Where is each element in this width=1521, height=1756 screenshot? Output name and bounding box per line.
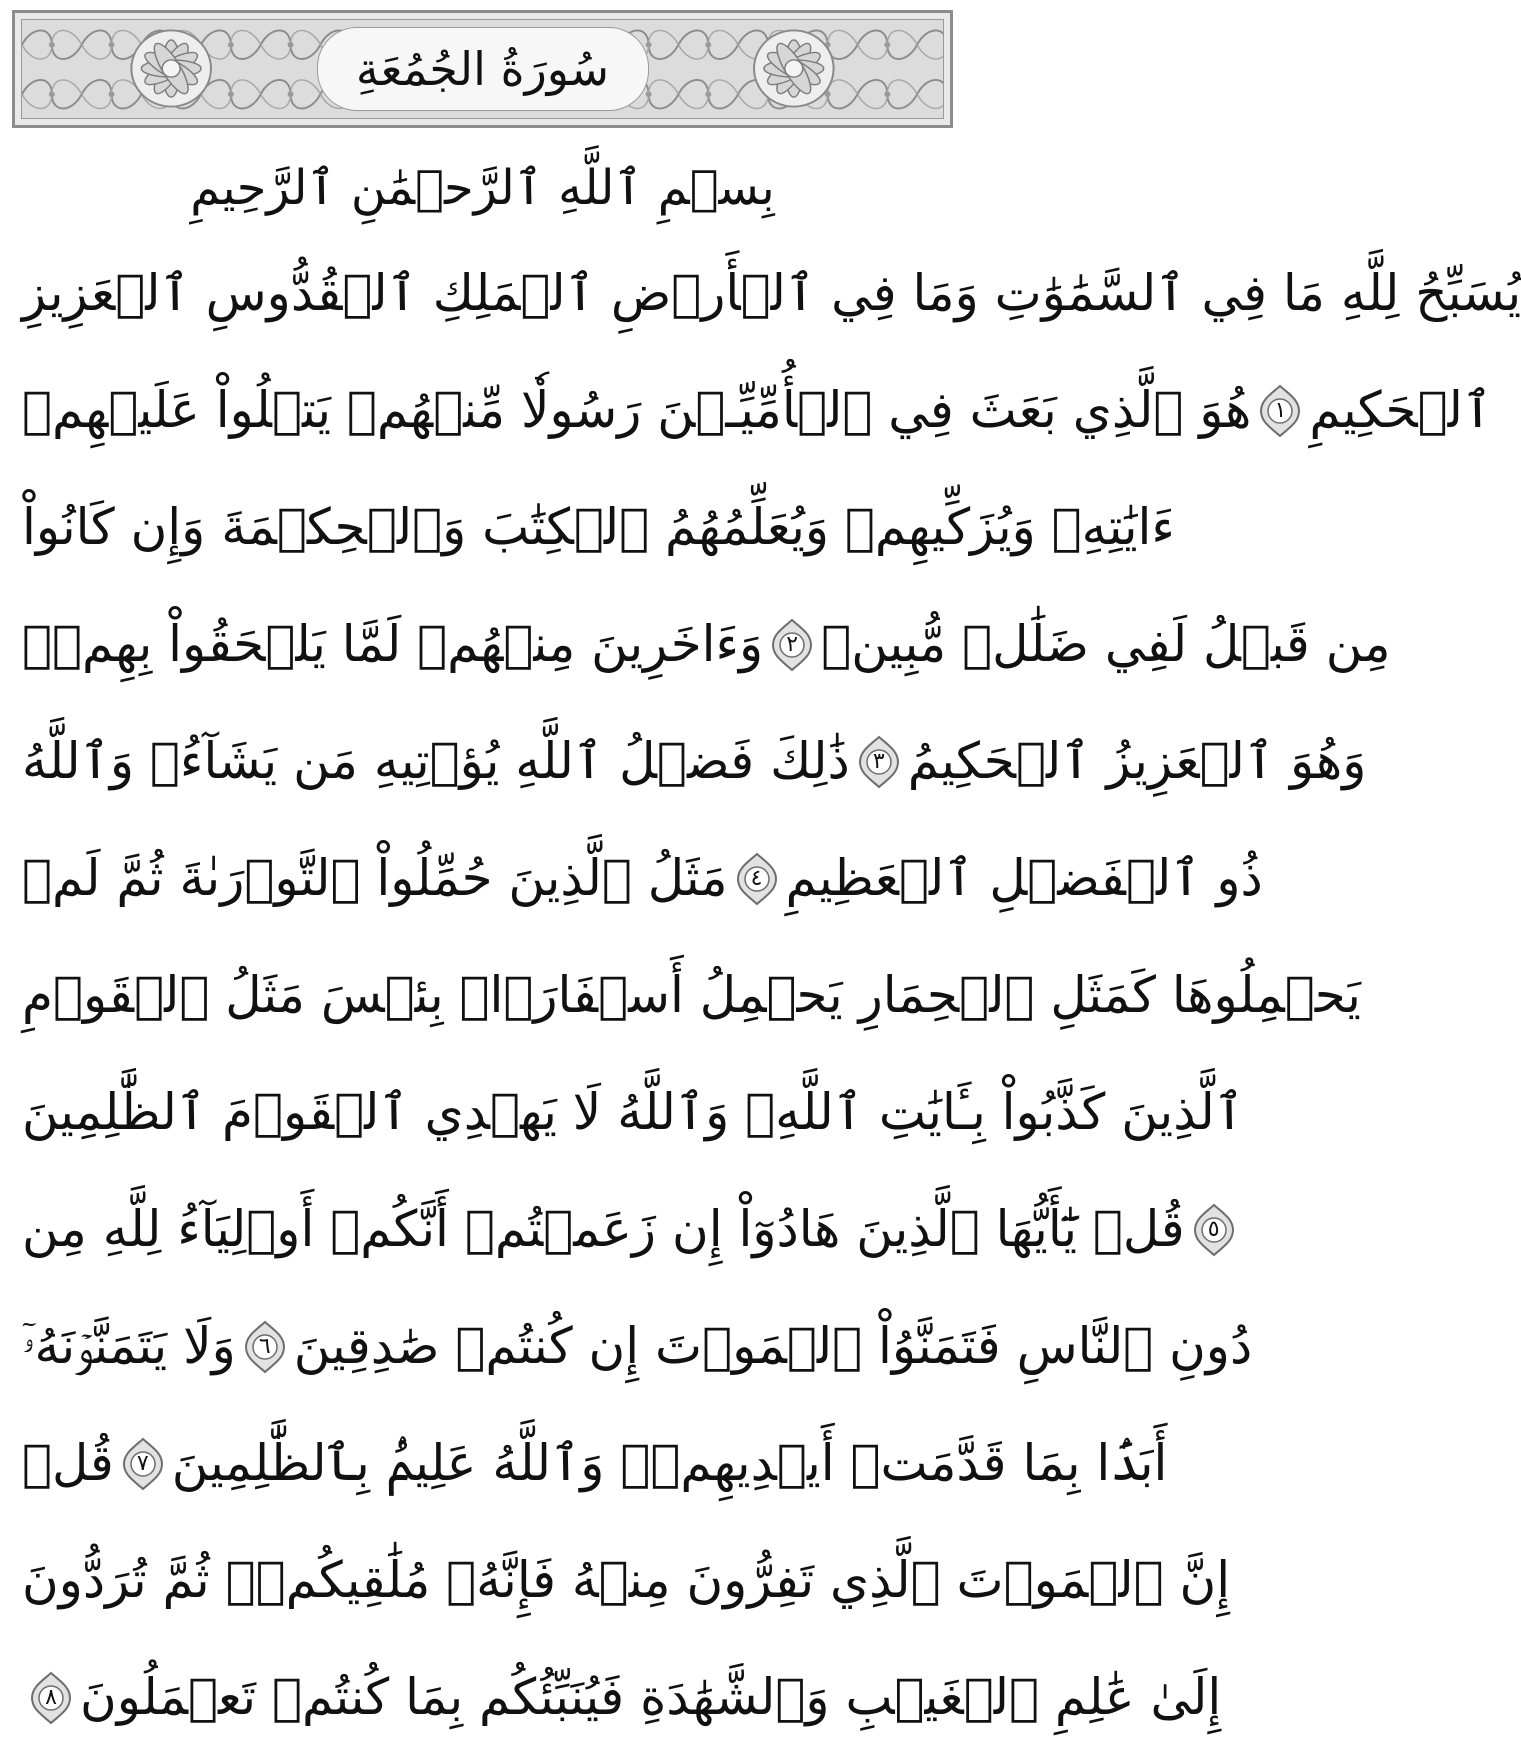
ayah-text: ذُو ٱلۡفَضۡلِ ٱلۡعَظِيمِ [785, 849, 1263, 907]
ayah-text: إِنَّ ٱلۡمَوۡتَ ٱلَّذِي تَفِرُّونَ مِنۡهُ فَإِنَّهُۥ مُلَٰقِيكُمۡۖ ثُمَّ تُرَدُّونَ [22, 1551, 1231, 1609]
ayah-line [22, 1054, 1244, 1171]
ayah-number: ٣ [872, 748, 885, 774]
ayah-line [22, 937, 1361, 1054]
ayah-end-marker [1259, 384, 1301, 438]
ayah-line [22, 820, 1263, 937]
ayah-text: مِن قَبۡلُ لَفِي ضَلَٰلٖ مُّبِينٖ [821, 615, 1391, 673]
ayah-number: ١ [1274, 397, 1287, 423]
ayah-line [22, 586, 1391, 703]
ayah-text: إِلَىٰ عَٰلِمِ ٱلۡغَيۡبِ وَٱلشَّهَٰدَةِ فَيُنَبِّئُكُم بِمَا كُنتُمۡ تَعۡمَلُونَ [80, 1668, 1222, 1726]
ayah-line [22, 1171, 1220, 1288]
right-rosette-icon [754, 30, 834, 106]
ayah-line [22, 469, 1175, 586]
ayah-text: ٱلَّذِينَ كَذَّبُواْ بِـَٔايَٰتِ ٱللَّهِۚ وَٱللَّهُ لَا يَهۡدِي ٱلۡقَوۡمَ ٱلظَّٰلِمِينَ [22, 1083, 1244, 1141]
ayah-end-marker [122, 1437, 164, 1491]
ayah-text: وَهُوَ ٱلۡعَزِيزُ ٱلۡحَكِيمُ [907, 732, 1367, 790]
basmala: بِسۡمِ ٱللَّهِ ٱلرَّحۡمَٰنِ ٱلرَّحِيمِ [190, 160, 775, 216]
ayah-text: وَءَاخَرِينَ مِنۡهُمۡ لَمَّا يَلۡحَقُواْ بِهِمۡۚ [22, 615, 764, 673]
ayah-text: يَحۡمِلُوهَا كَمَثَلِ ٱلۡحِمَارِ يَحۡمِلُ أَسۡفَارَۢاۚ بِئۡسَ مَثَلُ ٱلۡقَوۡمِ [22, 966, 1361, 1024]
surah-title: سُورَةُ الجُمُعَةِ [355, 42, 610, 96]
ayah-line [22, 235, 1521, 352]
surah-title-cartouche [317, 27, 649, 111]
ayah-number: ٢ [786, 631, 799, 657]
header-inner-frame [21, 19, 944, 119]
ayah-text: ذَٰلِكَ فَضۡلُ ٱللَّهِ يُؤۡتِيهِ مَن يَشَآءُۚ وَٱللَّهُ [22, 732, 850, 790]
ayah-number: ٨ [45, 1684, 57, 1710]
ayah-text: قُلۡ يَٰٓأَيُّهَا ٱلَّذِينَ هَادُوٓاْ إِن زَعَمۡتُمۡ أَنَّكُمۡ أَوۡلِيَآءُ لِلَّهِ مِن [22, 1200, 1185, 1258]
ayah-text: وَلَا يَتَمَنَّوۡنَهُۥٓ [22, 1317, 236, 1375]
ayah-end-marker [1193, 1203, 1235, 1257]
ayah-text: هُوَ ٱلَّذِي بَعَثَ فِي ٱلۡأُمِّيِّـۧنَ رَسُولٗا مِّنۡهُمۡ يَتۡلُواْ عَلَيۡهِمۡ [22, 381, 1252, 439]
ayah-number: ٧ [136, 1450, 149, 1476]
ayah-number: ٤ [750, 865, 763, 891]
ayah-number: ٥ [1207, 1216, 1220, 1242]
ayah-line [22, 703, 1367, 820]
ayah-end-marker [30, 1671, 72, 1725]
ayah-end-marker [736, 852, 778, 906]
ayah-line [22, 1639, 1222, 1756]
left-rosette-icon [131, 30, 211, 106]
ayah-number: ٦ [258, 1333, 271, 1359]
ayah-line [22, 1288, 1253, 1405]
ayah-end-marker [244, 1320, 286, 1374]
surah-header-banner [12, 10, 953, 128]
ayah-line [22, 1405, 1168, 1522]
ayah-line [22, 1522, 1231, 1639]
ayah-text: قُلۡ [22, 1434, 114, 1492]
ayah-end-marker [771, 618, 813, 672]
ayah-text: ٱلۡحَكِيمِ [1309, 381, 1493, 439]
ayah-lines [22, 235, 1521, 1756]
ayah-text: دُونِ ٱلنَّاسِ فَتَمَنَّوُاْ ٱلۡمَوۡتَ إِن كُنتُمۡ صَٰدِقِينَ [293, 1317, 1253, 1375]
ayah-text: مَثَلُ ٱلَّذِينَ حُمِّلُواْ ٱلتَّوۡرَىٰةَ ثُمَّ لَمۡ [22, 849, 728, 907]
ayah-text: ءَايَٰتِهِۦ وَيُزَكِّيهِمۡ وَيُعَلِّمُهُمُ ٱلۡكِتَٰبَ وَٱلۡحِكۡمَةَ وَإِن كَانُواْ [22, 498, 1175, 556]
ayah-text: يُسَبِّحُ لِلَّهِ مَا فِي ٱلسَّمَٰوَٰتِ وَمَا فِي ٱلۡأَرۡضِ ٱلۡمَلِكِ ٱلۡقُدُّوسِ ٱلۡعَزِيزِ [22, 264, 1521, 322]
ayah-text: أَبَدَۢا بِمَا قَدَّمَتۡ أَيۡدِيهِمۡۚ وَٱللَّهُ عَلِيمُۢ بِٱلظَّٰلِمِينَ [171, 1434, 1168, 1492]
ayah-end-marker [858, 735, 900, 789]
ayah-line [22, 352, 1493, 469]
